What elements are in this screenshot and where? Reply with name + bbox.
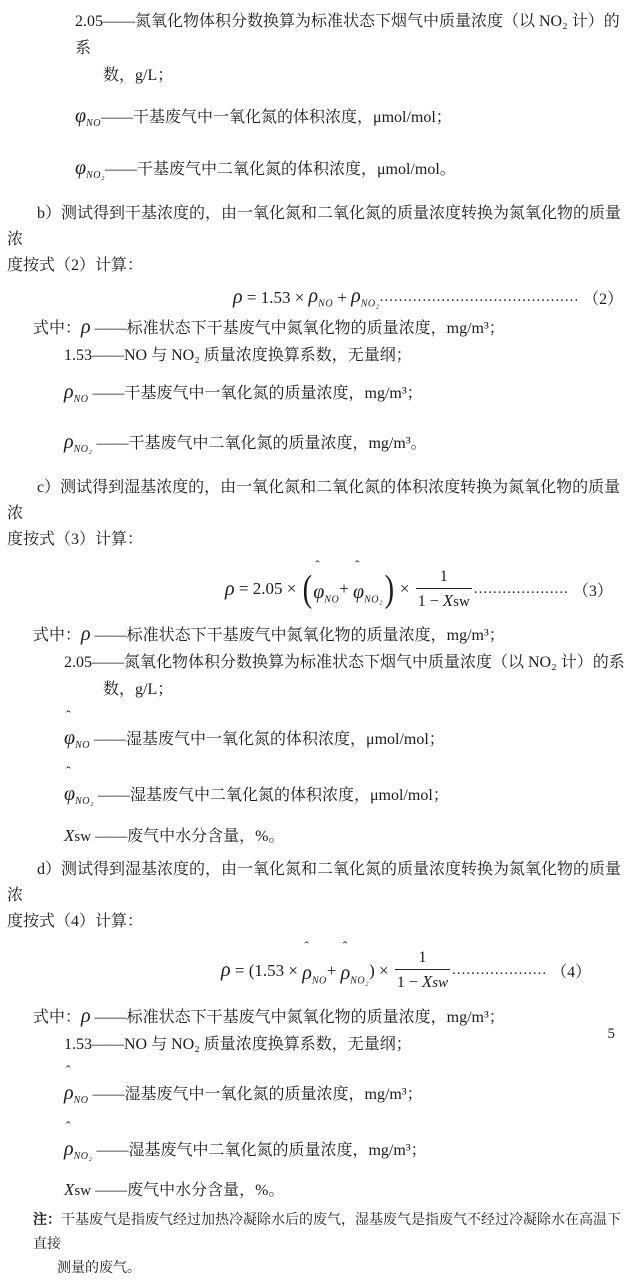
phi-no-hat-symbol: ˆ $\varphi_{NO}$ [313,558,340,606]
coef-2-05: 2.05 [75,13,103,30]
def3-xsw-desc: ——废气中水分含量，%。 [91,827,285,845]
def4-xsw-desc: ——废气中水分含量，%。 [91,1181,285,1199]
rho-symbol: ρ [233,286,243,309]
note-line2 [57,1257,634,1281]
intro-coef-text1: ——氮氧化物体积分数换算为标准状态下烟气中质量浓度（以 NO₂ 计）的系 [75,13,620,57]
times-sign: × [284,960,303,980]
def2-rho-desc: ——标准状态下干基废气中氮氧化物的质量浓度，mg/m³； [90,319,505,337]
def3-label: 式中： [33,627,82,645]
formula-3 [225,558,634,617]
equation-number-3: （3） [568,582,613,600]
intro-coef-line2 [103,62,634,89]
phi-no2-hat-symbol: ˆ $\varphi_{NO_2}$ [64,765,94,808]
def3-phi-no-desc: ——湿基废气中一氧化氮的体积浓度，μmol/mol； [89,731,445,749]
def2-coef-line [64,342,634,369]
left-paren: ( [302,568,312,611]
para-d-line2 [7,909,634,935]
xsw-symbol: Xsw [442,590,470,610]
fraction-denominator [395,970,450,993]
intro-coef-line1 [75,8,634,62]
rho-no-hat-symbol: ˆ $\rho_{NO}$ [64,1063,89,1106]
def4-rho-no-line [64,1063,634,1116]
plus-sign: + [333,287,352,307]
equation-number-4: （4） [547,964,592,982]
def3-coef-text2: 数，g/L； [103,681,174,699]
def4-coef-desc: ——NO 与 NO₂ 质量浓度换算系数，无量纲； [92,1035,412,1053]
def4-coef-line [64,1031,634,1058]
fraction-numerator: 1 [395,948,450,970]
def3-rho-desc: ——标准状态下干基废气中氮氧化物的质量浓度，mg/m³； [90,627,505,645]
note-line1 [33,1209,634,1257]
intro-coef-text2: 数，g/L； [103,67,174,84]
dot-leader: .......................................... [379,289,580,306]
right-paren: ) [369,960,379,980]
rho-no2-symbol: $\rho_{NO_2}$ [351,285,380,310]
phi-no-desc: ——干基废气中一氧化氮的体积浓度，μmol/mol； [100,109,452,126]
coef-1-53: 1.53 [64,1035,92,1053]
para-b-line2 [7,253,634,279]
def2-label: 式中： [33,319,82,337]
den-pre: 1 − [417,592,443,610]
def3-xsw-line [64,822,634,851]
left-paren-coef: (1.53 [248,960,285,980]
def3-phi-no2-line [64,765,634,817]
def4-xsw-line [64,1176,634,1205]
xsw-symbol: Xsw [64,1179,92,1199]
hat-accent: ˆ [342,940,348,956]
rho-symbol: ρ [221,959,231,982]
dot-leader: .................... [473,580,569,597]
rho-no2-hat-symbol: ˆ $\rho_{NO_2}$ [64,1119,93,1162]
def2-rho-no2-line [64,427,634,465]
equation-number-2: （2） [579,291,624,309]
rho-no-symbol: $\rho_{NO}$ [64,380,89,405]
formula-4 [221,940,634,999]
equals-sign: = [242,287,261,307]
rho-no-hat-symbol: ˆ $\rho_{NO}$ [302,940,327,987]
def4-label: 式中： [33,1008,82,1026]
coef-2-05: 2.05 [252,579,283,599]
note-text2: 测量的废气。 [57,1260,141,1276]
def2-rho-no-desc: ——干基废气中一氧化氮的质量浓度，mg/m³； [88,384,423,402]
coef-2-05: 2.05 [64,654,92,672]
equals-sign: = [234,579,253,599]
def4-rho-no2-desc: ——湿基废气中二氧化氮的质量浓度，mg/m³； [92,1141,427,1159]
intro-phi-no2-line [75,153,634,191]
para-d-text2: 度按式（4）计算： [7,912,144,930]
xsw-symbol: Xsw [421,972,449,992]
phi-no2-desc: ——干基废气中二氧化氮的体积浓度，μmol/mol。 [104,161,456,179]
den-pre: 1 − [396,974,422,992]
para-b-text1: b）测试得到干基浓度的，由一氧化氮和二氧化氮的质量浓度转换为氮氧化物的质量浓 [7,205,622,249]
dot-leader: .................... [452,962,548,979]
def2-coef-desc: ——NO 与 NO₂ 质量浓度换算系数，无量纲； [92,346,412,364]
note-label: 注： [33,1212,61,1228]
para-b-text2: 度按式（2）计算： [7,257,144,275]
coef-1-53: 1.53 [260,287,291,307]
hat-accent: ˆ [66,709,71,725]
rho-symbol: ρ [81,315,91,338]
def4-rho-no-desc: ——湿基废气中一氧化氮的质量浓度，mg/m³； [88,1085,423,1103]
fraction-numerator: 1 [416,567,472,589]
def3-coef-text1: ——氮氧化物体积分数换算为标准状态下烟气中质量浓度（以 NO₂ 计）的系 [92,654,625,672]
page-number: 5 [607,1026,615,1042]
def3-rho-line [33,621,634,649]
def4-rho-desc: ——标准状态下干基废气中氮氧化物的质量浓度，mg/m³； [90,1008,505,1026]
para-c-line1 [7,475,634,527]
hat-accent: ˆ [66,1063,71,1079]
hat-accent: ˆ [304,940,309,956]
fraction [395,948,450,993]
para-c-line2 [7,527,634,553]
def3-phi-no-line [64,709,634,761]
intro-phi-no-line [75,101,634,139]
para-b-line1 [7,201,634,253]
phi-no-symbol: $\varphi_{NO}$ [75,105,101,130]
para-d-line1 [7,857,634,909]
times-sign: × [290,287,309,307]
def4-rho-line [33,1003,634,1031]
def3-phi-no2-desc: ——湿基废气中二氧化氮的体积浓度，μmol/mol； [93,787,449,805]
hat-accent: ˆ [315,558,320,574]
times-sign: × [395,579,414,599]
plus-sign: + [326,960,341,980]
plus-sign: + [339,579,354,599]
para-d-text1: d）测试得到湿基浓度的，由一氧化氮和二氧化氮的质量浓度转换为氮氧化物的质量浓 [7,860,622,904]
times-sign: × [378,960,393,980]
rho-no-symbol: $\rho_{NO}$ [308,285,334,310]
def2-rho-no-line [64,377,634,415]
phi-no2-symbol: $\varphi_{NO_2}$ [75,157,105,182]
equals-sign: = [230,960,249,980]
def2-rho-no2-desc: ——干基废气中二氧化氮的质量浓度，mg/m³。 [92,434,427,452]
def3-coef-line2 [103,676,634,703]
formula-2 [233,285,634,309]
para-c-text1: c）测试得到湿基浓度的，由一氧化氮和二氧化氮的体积浓度转换为氮氧化物的质量浓 [7,479,621,523]
hat-accent: ˆ [66,1119,71,1135]
hat-accent: ˆ [355,558,360,574]
times-sign: × [282,579,301,599]
para-c-text2: 度按式（3）计算： [7,531,144,549]
def4-rho-no2-line [64,1119,634,1172]
phi-no2-hat-symbol: ˆ $\varphi_{NO_2}$ [353,558,383,606]
fraction [416,567,472,612]
rho-no2-hat-symbol: ˆ $\rho_{NO_2}$ [340,940,370,987]
phi-no-hat-symbol: ˆ $\varphi_{NO}$ [64,709,90,752]
fraction-denominator [416,589,472,612]
right-paren: ) [384,568,395,611]
coef-1-53: 1.53 [64,346,92,364]
def3-coef-line1 [64,649,634,676]
xsw-symbol: Xsw [64,825,92,845]
rho-symbol: ρ [81,1004,91,1027]
def2-rho-line [33,314,634,342]
note-text1: 干基废气是指废气经过加热冷凝除水后的废气，湿基废气是指废气不经过冷凝除水在高温下直接 [33,1212,621,1252]
rho-symbol: ρ [81,623,91,646]
rho-symbol: ρ [225,577,235,600]
rho-no2-symbol: $\rho_{NO_2}$ [64,430,93,456]
hat-accent: ˆ [66,765,71,781]
